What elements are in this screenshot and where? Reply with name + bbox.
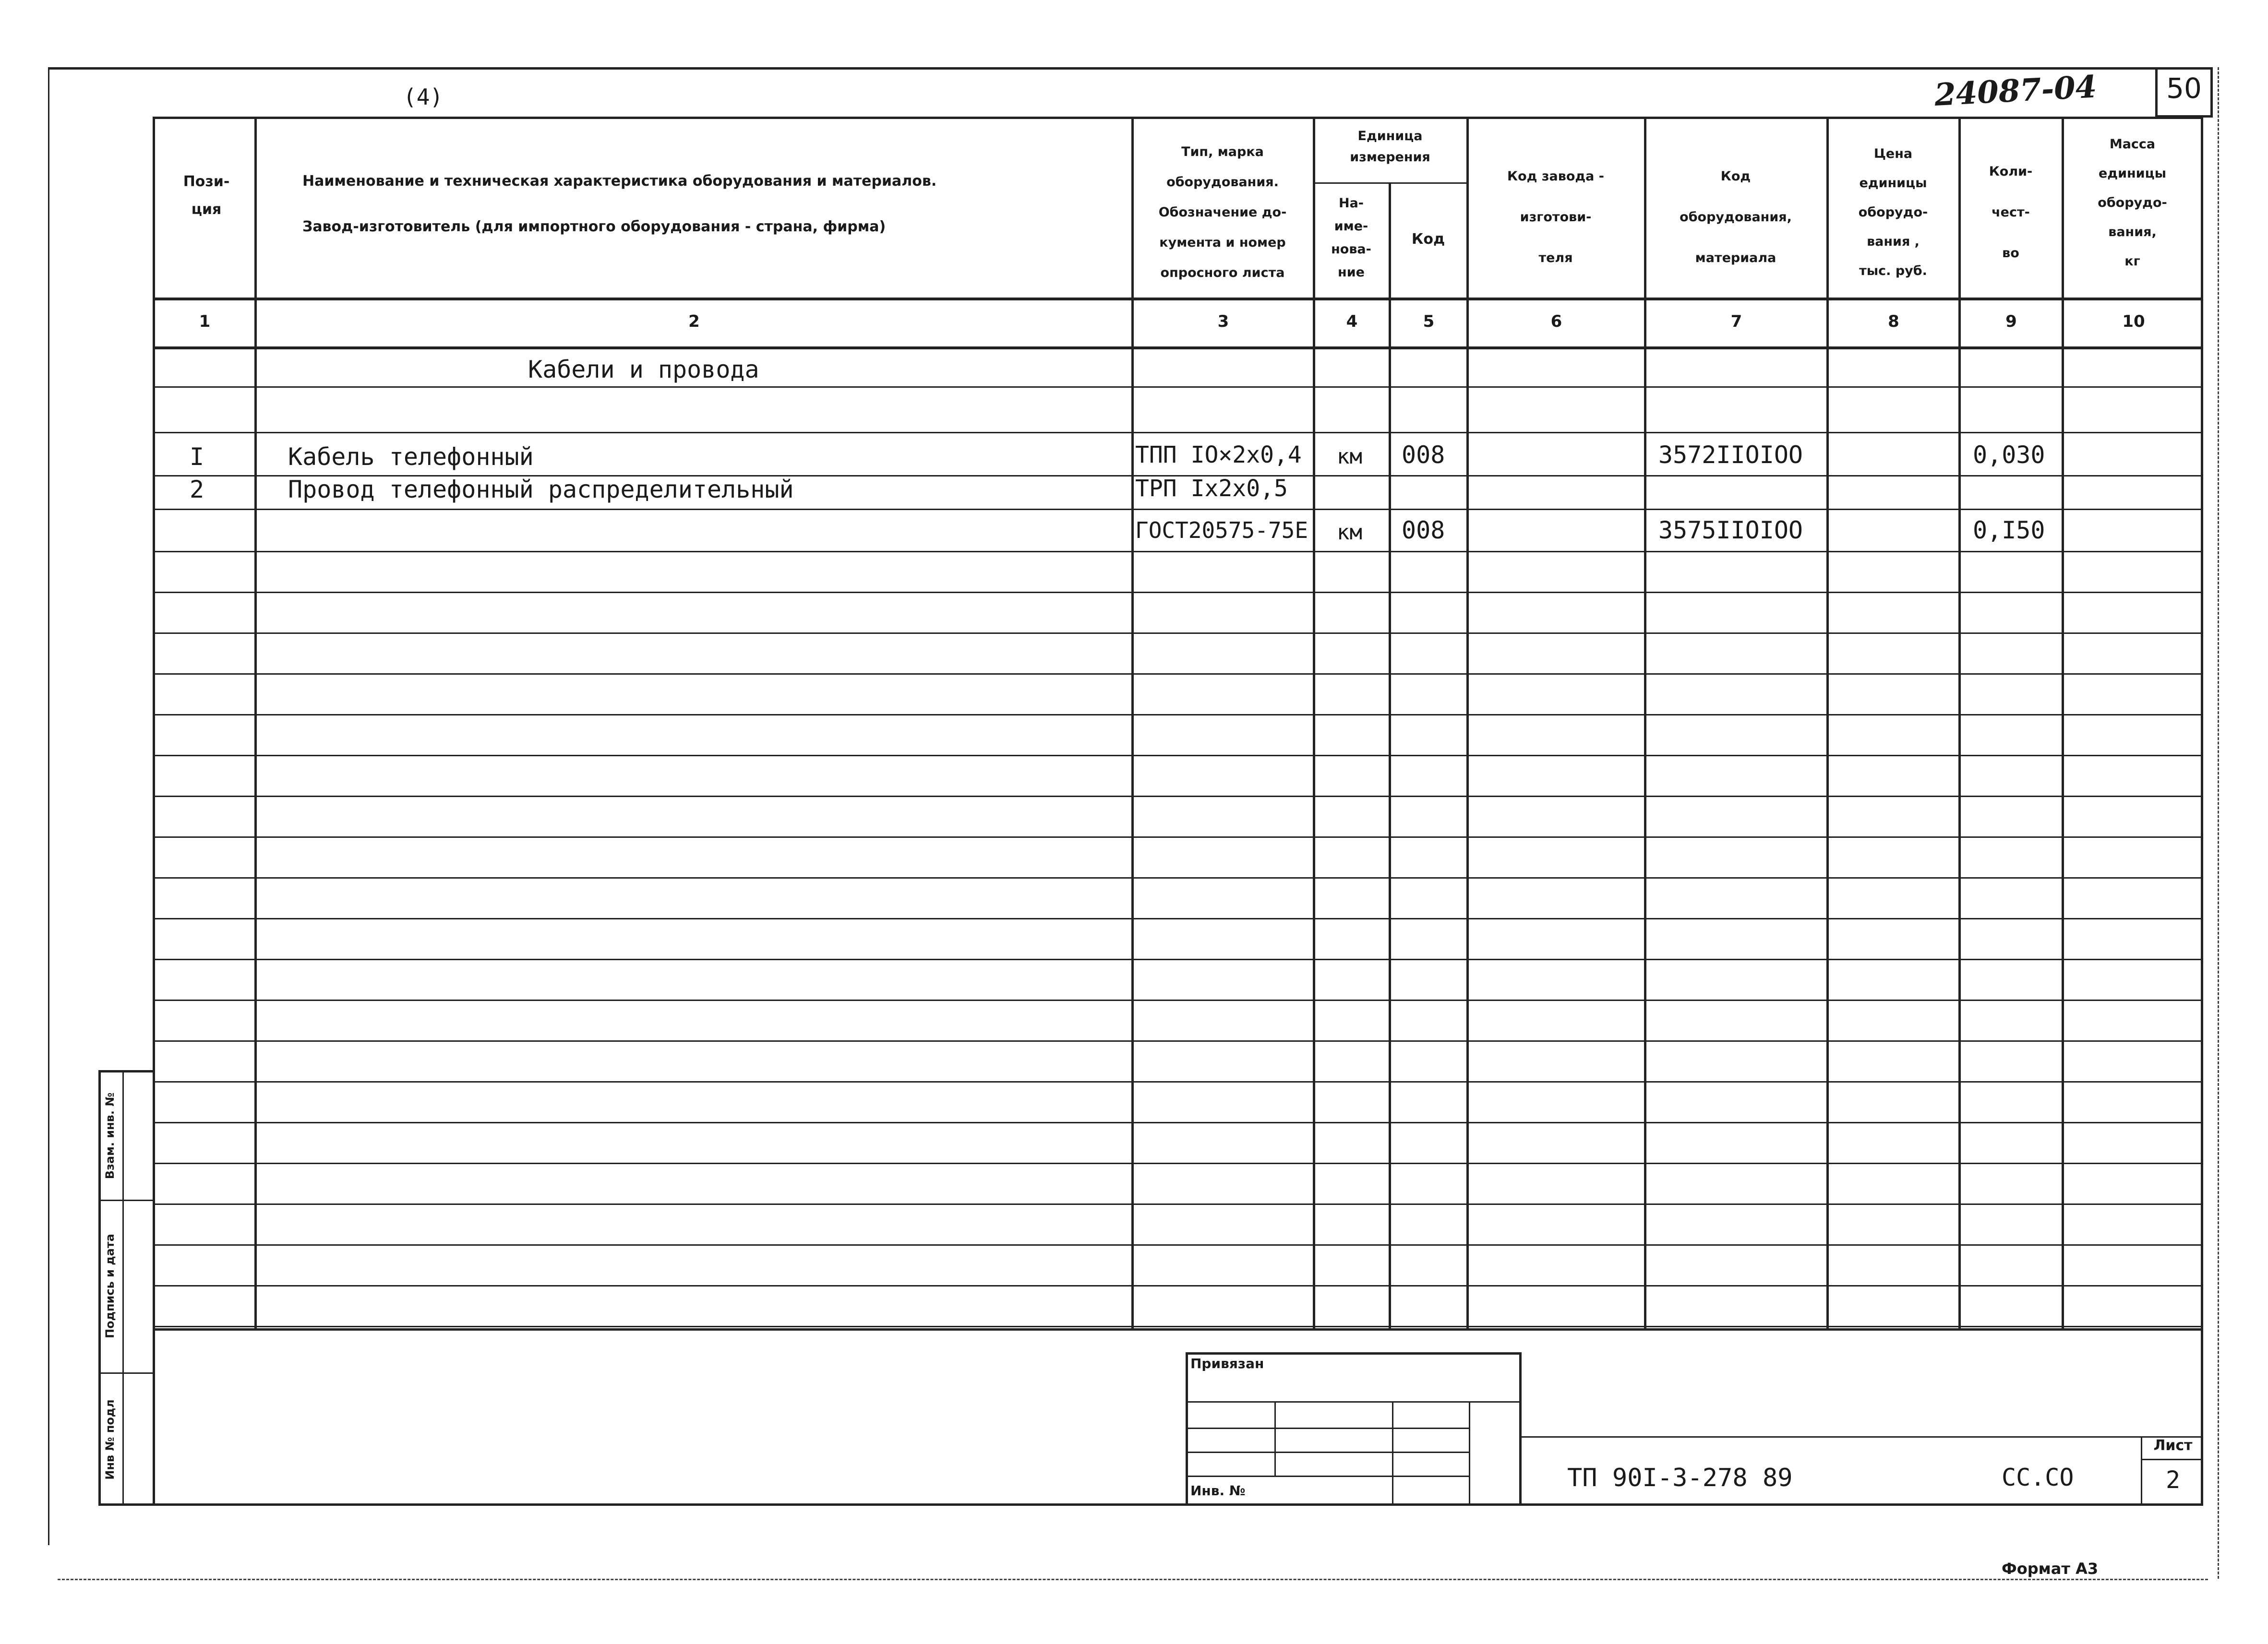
table-row-line xyxy=(153,1081,2203,1083)
header-type-line4: кумента и номер xyxy=(1159,235,1286,250)
side-label-podpis: Подпись и дата xyxy=(103,1234,117,1338)
header-plant-code-line3: теля xyxy=(1538,250,1573,265)
sheet-value: 2 xyxy=(2165,1466,2181,1494)
colnum-1: 1 xyxy=(199,312,211,331)
header-quantity-line2: чест- xyxy=(1992,205,2030,220)
sheet-box-line xyxy=(2141,1436,2142,1506)
row1-code: 008 xyxy=(1402,441,1445,469)
row1-name: Кабель телефонный xyxy=(288,443,534,471)
table-row-line xyxy=(153,632,2203,634)
header-unit-name xyxy=(1315,192,1387,284)
table-row-line xyxy=(153,755,2203,756)
table-row-line xyxy=(153,1244,2203,1246)
outer-top-line xyxy=(48,67,2198,70)
colnum-9: 9 xyxy=(2005,312,2017,331)
stamp-privyazan: Привязан xyxy=(1190,1356,1264,1371)
table-row-line xyxy=(153,432,2203,433)
colnum-10: 10 xyxy=(2122,312,2145,331)
stamp-line-1 xyxy=(1186,1401,1522,1403)
sheet-code: СС.СО xyxy=(2002,1464,2074,1491)
section-marker: (4) xyxy=(403,84,444,110)
header-price-line4: вания , xyxy=(1867,234,1920,249)
sheet-box-mid-line xyxy=(2141,1459,2203,1460)
stamp-line-4 xyxy=(1186,1476,1469,1477)
table-row-line xyxy=(153,877,2203,879)
table-row-line xyxy=(153,509,2203,510)
row2-position: 2 xyxy=(190,476,204,503)
header-type-line1: Тип, марка xyxy=(1181,144,1264,159)
table-row-line xyxy=(153,1326,2203,1327)
table-row-line xyxy=(153,673,2203,675)
sheet-label: Лист xyxy=(2153,1437,2193,1454)
table-row-line xyxy=(153,1285,2203,1287)
header-quantity-line3: во xyxy=(2002,246,2019,261)
row1-position: I xyxy=(190,443,204,471)
row3-material-code: 3575IIОIОО xyxy=(1658,516,1803,544)
header-position-line1: Пози- xyxy=(183,173,230,190)
header-bottom-line xyxy=(153,298,2203,300)
handwritten-code: 24087-04 xyxy=(1933,69,2098,113)
header-name xyxy=(259,158,1128,250)
stamp-vline-1 xyxy=(1274,1401,1276,1476)
header-unit-name-line4: ние xyxy=(1338,265,1365,280)
header-unit-code: Код xyxy=(1411,231,1445,248)
col-line-2 xyxy=(1131,117,1134,1331)
row3-unit: км xyxy=(1337,520,1362,545)
side-label-inv: Инв № подл xyxy=(103,1399,117,1480)
header-mass-line2: единицы xyxy=(2098,166,2167,181)
row2-name: Провод телефонный распределительный xyxy=(288,476,794,503)
header-type-line3: Обозначение до- xyxy=(1158,205,1287,220)
colnum-4: 4 xyxy=(1346,312,1358,331)
stamp-line-3 xyxy=(1186,1452,1469,1453)
colnum-2: 2 xyxy=(688,312,700,331)
col-line-8 xyxy=(1958,117,1961,1331)
header-unit-name-line3: нова- xyxy=(1331,242,1371,257)
header-name-line2: Завод-изготовитель (для импортного оборудования - страна, фирма) xyxy=(302,218,886,235)
side-label-vzam: Взам. инв. № xyxy=(103,1092,117,1179)
header-mass-line4: вания, xyxy=(2108,225,2157,239)
header-mass xyxy=(2064,130,2201,276)
header-material-code-line3: материала xyxy=(1695,250,1776,265)
titleblock-top-line xyxy=(1522,1436,2203,1438)
table-row-line xyxy=(153,796,2203,797)
row1-material-code: 3572IIОIОО xyxy=(1658,441,1803,469)
header-unit-line1: Единица xyxy=(1357,129,1423,143)
table-row-line xyxy=(153,1000,2203,1001)
header-price-line3: оборудо- xyxy=(1858,205,1928,220)
table-row-line xyxy=(153,1040,2203,1042)
format-label: Формат А3 xyxy=(2002,1560,2099,1578)
header-material-code-line1: Код xyxy=(1720,169,1751,184)
col-line-3 xyxy=(1313,117,1315,1331)
doc-code: ТП 90I-3-278 89 xyxy=(1567,1464,1793,1492)
header-position xyxy=(158,168,254,224)
header-unit-name-line2: име- xyxy=(1334,219,1368,234)
header-mass-line5: кг xyxy=(2124,254,2140,269)
header-mass-line1: Масса xyxy=(2109,137,2156,152)
side-stamp-line-1 xyxy=(98,1200,155,1201)
table-row-line xyxy=(153,959,2203,960)
header-plant-code-line2: изготови- xyxy=(1520,210,1592,225)
row3-quantity: 0,I50 xyxy=(1973,516,2045,544)
colnum-3: 3 xyxy=(1217,312,1229,331)
header-unit-line2: измерения xyxy=(1350,150,1430,165)
header-type xyxy=(1134,137,1311,288)
col-line-6 xyxy=(1644,117,1646,1331)
table-row-line xyxy=(153,714,2203,715)
header-material-code-line2: оборудования, xyxy=(1680,210,1792,225)
header-type-line5: опросного листа xyxy=(1160,265,1285,280)
side-stamp-divider xyxy=(122,1070,124,1506)
section-title: Кабели и провода xyxy=(528,356,759,383)
header-unit-group xyxy=(1315,126,1465,168)
header-position-line2: ция xyxy=(191,201,222,218)
table-row-line xyxy=(153,1122,2203,1123)
header-quantity-line1: Коли- xyxy=(1989,164,2033,179)
header-price-line2: единицы xyxy=(1859,176,1927,191)
col-line-9 xyxy=(2062,117,2064,1331)
col-line-7 xyxy=(1826,117,1829,1331)
table-row-line xyxy=(153,918,2203,919)
stamp-line-2 xyxy=(1186,1428,1469,1429)
outer-left-line xyxy=(48,67,49,1545)
header-plant-code xyxy=(1469,156,1643,278)
header-plant-code-line1: Код завода - xyxy=(1507,169,1604,184)
cut-line-bottom xyxy=(58,1579,2208,1580)
row1-quantity: 0,030 xyxy=(1973,441,2045,469)
header-type-line2: оборудования. xyxy=(1166,175,1279,190)
row3-type: ГОСТ20575-75Е xyxy=(1135,517,1308,543)
colnum-7: 7 xyxy=(1730,312,1742,331)
row2-type: ТРП Iх2х0,5 xyxy=(1135,475,1288,502)
stamp-inv-no: Инв. № xyxy=(1190,1483,1246,1499)
header-quantity xyxy=(1961,151,2061,274)
colnum-8: 8 xyxy=(1888,312,1899,331)
table-row-line xyxy=(153,1163,2203,1164)
table-row-line xyxy=(153,551,2203,552)
side-stamp-line-2 xyxy=(98,1372,155,1374)
stamp-vline-2 xyxy=(1392,1401,1393,1506)
colnum-bottom-line xyxy=(153,346,2203,349)
table-row-line xyxy=(153,592,2203,593)
bottom-frame xyxy=(153,1328,2203,1506)
header-price-line5: тыс. руб. xyxy=(1859,263,1927,278)
colnum-5: 5 xyxy=(1423,312,1435,331)
col-line-4 xyxy=(1389,182,1391,1331)
header-price xyxy=(1829,139,1957,286)
stamp-vline-3 xyxy=(1469,1401,1470,1506)
header-unit-name-line1: На- xyxy=(1338,196,1364,211)
cut-line-right xyxy=(2218,67,2219,1579)
col-line-1 xyxy=(254,117,257,1331)
header-mass-line3: оборудо- xyxy=(2098,195,2167,210)
row1-type: ТПП IО×2х0,4 xyxy=(1135,441,1302,468)
table-row-line xyxy=(153,836,2203,838)
header-material-code xyxy=(1646,156,1825,278)
col-line-5 xyxy=(1466,117,1469,1331)
table-row-line xyxy=(153,1203,2203,1205)
colnum-6: 6 xyxy=(1550,312,1562,331)
header-name-line1: Наименование и техническая характеристика оборудования и материалов. xyxy=(302,173,937,190)
table-row-line xyxy=(153,386,2203,388)
row3-code: 008 xyxy=(1402,516,1445,544)
header-price-line1: Цена xyxy=(1873,146,1913,161)
row1-unit: км xyxy=(1337,444,1362,469)
sheet-number-top: 50 xyxy=(2166,72,2202,105)
